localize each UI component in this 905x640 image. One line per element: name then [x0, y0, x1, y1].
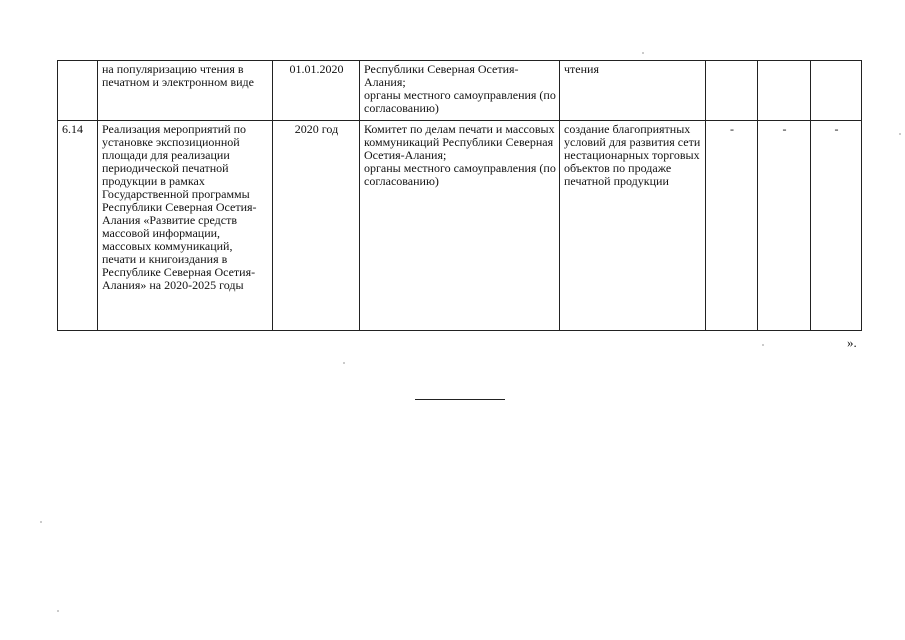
scan-speck — [343, 362, 345, 364]
scan-speck — [57, 610, 59, 612]
scan-speck — [762, 344, 764, 346]
measure-result: чтения — [560, 61, 706, 121]
row-number — [58, 61, 98, 121]
scan-speck — [899, 133, 901, 135]
value-cell-2: - — [758, 121, 811, 331]
value-cell-1: - — [706, 121, 758, 331]
value-cell-3: - — [811, 121, 862, 331]
measure-term: 01.01.2020 — [273, 61, 360, 121]
measure-term: 2020 год — [273, 121, 360, 331]
measure-title: на популяризацию чтения в печатном и электронном виде — [98, 61, 273, 121]
scan-speck — [642, 52, 644, 54]
row-number: 6.14 — [58, 121, 98, 331]
measure-executors: Комитет по делам печати и массовых коммуникаций Республики Северная Осетия-Алания; органы местного самоуправления (по согласованию) — [360, 121, 560, 331]
scan-speck — [40, 521, 42, 523]
value-cell-3 — [811, 61, 862, 121]
measure-title: Реализация мероприятий по установке экспозиционной площади для реализации периодической печатной продукции в рамках Государственной программы Республики Северная Осетия-Алания «Развитие средств массовой информации, массовых коммуникаций, печати и книгоиздания в Республике Северная Осетия-Алания» на 2020-2025 годы — [98, 121, 273, 331]
value-cell-1 — [706, 61, 758, 121]
table-row — [58, 61, 862, 121]
measure-result: создание благоприятных условий для развития сети нестационарных торговых объектов по продаже печатной продукции — [560, 121, 706, 331]
table-row — [58, 121, 862, 331]
measures-table — [57, 60, 862, 331]
value-cell-2 — [758, 61, 811, 121]
end-divider-line — [415, 399, 505, 400]
measure-executors: Республики Северная Осетия-Алания; органы местного самоуправления (по согласованию) — [360, 61, 560, 121]
closing-quote-mark: ». — [847, 335, 857, 350]
